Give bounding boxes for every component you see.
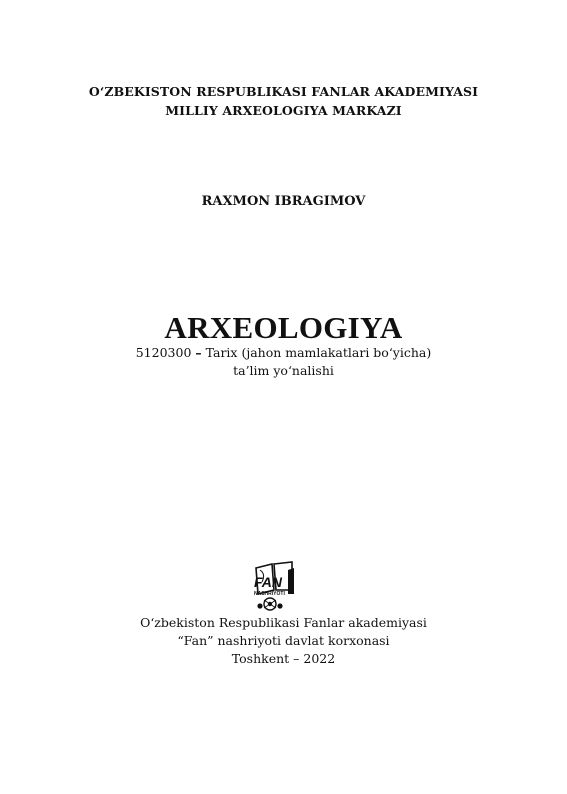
academy-header xyxy=(0,82,567,120)
publisher-line-2: “Fan” nashriyoti davlat korxonasi xyxy=(177,633,390,648)
academy-name: O‘ZBEKISTON RESPUBLIKASI FANLAR AKADEMIYASI xyxy=(88,84,479,99)
publisher-place-year: Toshkent – 2022 xyxy=(231,651,336,666)
center-name: MILLIY ARXEOLOGIYA MARKAZI xyxy=(165,103,402,118)
subtitle-line-1 xyxy=(0,344,567,362)
publisher-info xyxy=(0,614,567,668)
fan-publisher-logo-icon xyxy=(248,560,302,614)
book-title: ARXEOLOGIYA xyxy=(164,310,403,345)
specialty-name: Tarix (jahon mamlakatlari bo‘yicha) xyxy=(205,345,432,360)
subtitle-line-2: ta’lim yo‘nalishi xyxy=(233,363,334,378)
subtitle-dash: – xyxy=(195,345,202,360)
book-subtitle xyxy=(0,344,567,380)
publisher-line-1: O‘zbekiston Respublikasi Fanlar akademiyasi xyxy=(140,615,427,630)
author-name: RAXMON IBRAGIMOV xyxy=(201,194,366,209)
specialty-code: 5120300 xyxy=(135,345,192,360)
logo-word: FAN xyxy=(254,574,282,590)
logo-caption: NASHRIYOTI xyxy=(254,591,285,597)
